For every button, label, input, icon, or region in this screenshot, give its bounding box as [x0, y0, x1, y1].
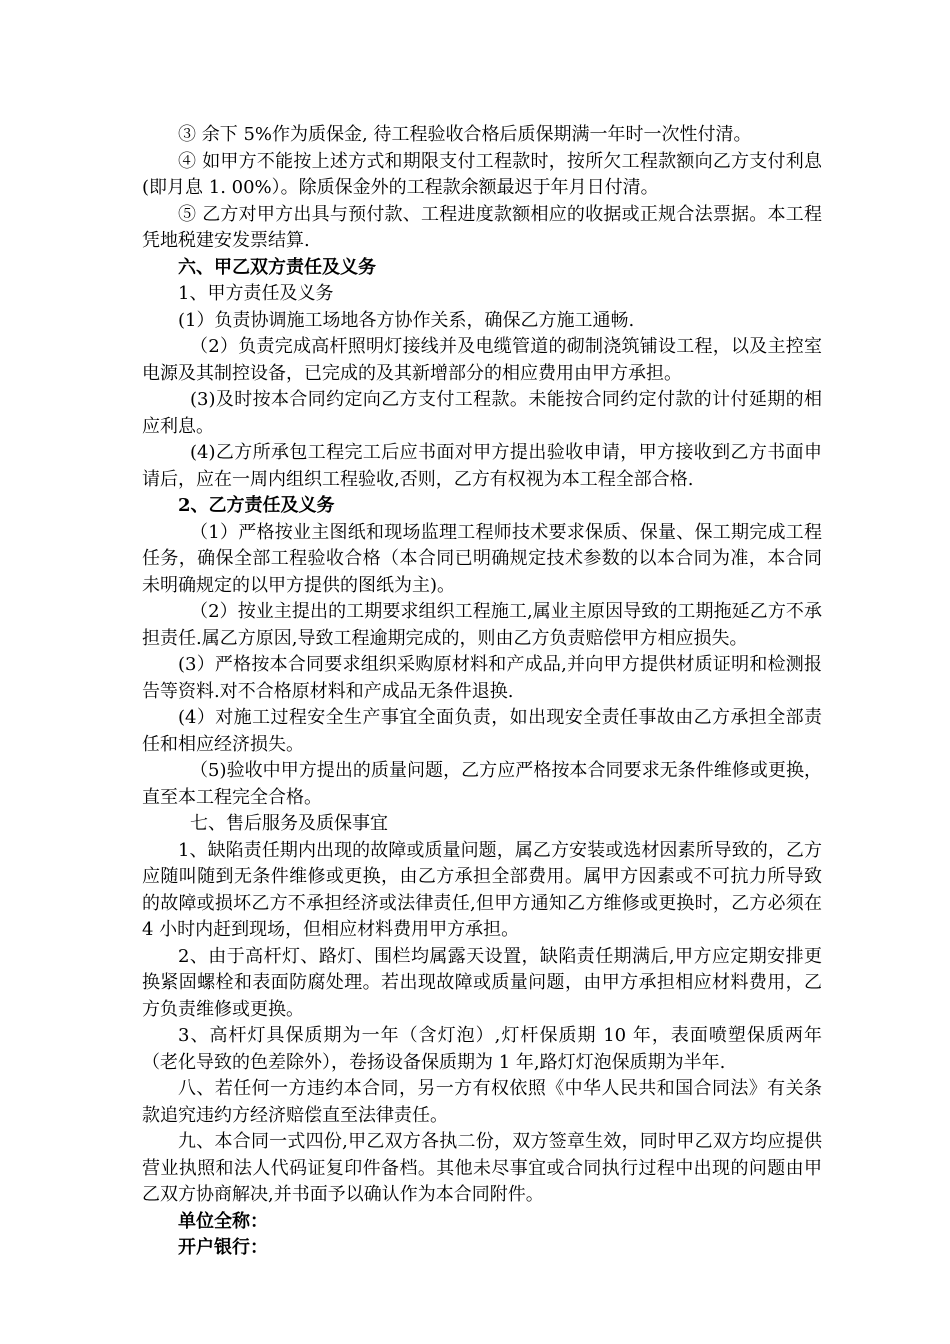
label-company-name: 单位全称：: [178, 1210, 268, 1232]
paragraph-after-sales-2: 2、由于高杆灯、路灯、围栏均属露天设置，缺陷责任期满后,甲方应定期安排更换紧固螺栓和表面防腐处理。若出现故障或质量问题，由甲方承担相应材料费用，乙方负责维修或更换。: [142, 945, 822, 1020]
section-heading-after-sales: 七、售后服务及质保事宜: [190, 813, 388, 834]
paragraph-party-b-1: （1）严格按业主图纸和现场监理工程师技术要求保质、保量、保工期完成工程任务，确保全部工程验收合格（本合同已明确规定技术参数的以本合同为准，本合同未明确规定的以甲方提供的图纸为主)。: [142, 521, 822, 596]
paragraph-party-a-2: （2）负责完成高杆照明灯接线并及电缆管道的砌制浇筑铺设工程，以及主控室电源及其制控设备，已完成的及其新增部分的相应费用由甲方承担。: [142, 336, 822, 384]
paragraph-party-b-5: （5)验收中甲方提出的质量问题，乙方应严格按本合同要求无条件维修或更换，直至本工程完全合格。: [142, 760, 822, 808]
paragraph-invoice: ⑤ 乙方对甲方出具与预付款、工程进度款额相应的收据或正规合法票据。本工程凭地税建安发票结算.: [142, 203, 822, 251]
paragraph-late-interest: ④ 如甲方不能按上述方式和期限支付工程款时，按所欠工程款额向乙方支付利息(即月息 1. 00%）。除质保金外的工程款余额最迟于年月日付清。: [142, 150, 822, 198]
paragraph-party-a-3: (3)及时按本合同约定向乙方支付工程款。未能按合同约定付款的计付延期的相应利息。: [142, 389, 822, 437]
label-bank: 开户银行：: [178, 1237, 268, 1258]
paragraph-retention: ③ 余下 5%作为质保金, 待工程验收合格后质保期满一年时一次性付清。: [178, 124, 752, 145]
paragraph-party-b-2: （2）按业主提出的工期要求组织工程施工,属业主原因导致的工期拖延乙方不承担责任.属乙方原因,导致工程逾期完成的，则由乙方负责赔偿甲方相应损失。: [142, 601, 822, 649]
contract-page: [142, 122, 822, 1262]
section-heading-responsibilities: 六、甲乙双方责任及义务: [178, 256, 376, 278]
paragraph-breach: 八、若任何一方违约本合同，另一方有权依照《中华人民共和国合同法》有关条款追究违约方经济赔偿直至法律责任。: [142, 1078, 822, 1126]
paragraph-party-a-1: (1）负责协调施工场地各方协作关系，确保乙方施工通畅.: [178, 309, 635, 331]
paragraph-copies: 九、本合同一式四份,甲乙双方各执二份，双方签章生效，同时甲乙双方均应提供营业执照和法人代码证复印件备档。其他未尽事宜或合同执行过程中出现的问题由甲乙双方协商解决,并书面予以确认作为本合同附件。: [142, 1131, 822, 1205]
paragraph-party-a-4: (4)乙方所承包工程完工后应书面对甲方提出验收申请，甲方接收到乙方书面申请后，应在一周内组织工程验收,否则，乙方有权视为本工程全部合格.: [142, 442, 822, 490]
paragraph-after-sales-3: 3、高杆灯具保质期为一年（含灯泡）,灯杆保质期 10 年，表面喷塑保质两年（老化导致的色差除外），卷扬设备保质期为 1 年,路灯灯泡保质期为半年.: [142, 1025, 822, 1073]
subheading-party-b: 2、乙方责任及义务: [178, 495, 335, 516]
paragraph-after-sales-1: 1、缺陷责任期内出现的故障或质量问题，属乙方安装或选材因素所导致的，乙方应随叫随到无条件维修或更换，由乙方承担全部费用。属甲方因素或不可抗力所导致的故障或损坏乙方不承担经济或法律责任,但甲方通知乙方维修或更换时，乙方必须在 4 小时内赶到现场，但相应材料费用甲方承担。: [142, 839, 822, 940]
paragraph-party-b-3: (3）严格按本合同要求组织采购原材料和产成品,并向甲方提供材质证明和检测报告等资料.对不合格原材料和产成品无条件退换.: [142, 654, 822, 702]
subheading-party-a: 1、甲方责任及义务: [178, 283, 334, 304]
paragraph-party-b-4: (4）对施工过程安全生产事宜全面负责，如出现安全责任事故由乙方承担全部责任和相应经济损失。: [142, 707, 822, 755]
